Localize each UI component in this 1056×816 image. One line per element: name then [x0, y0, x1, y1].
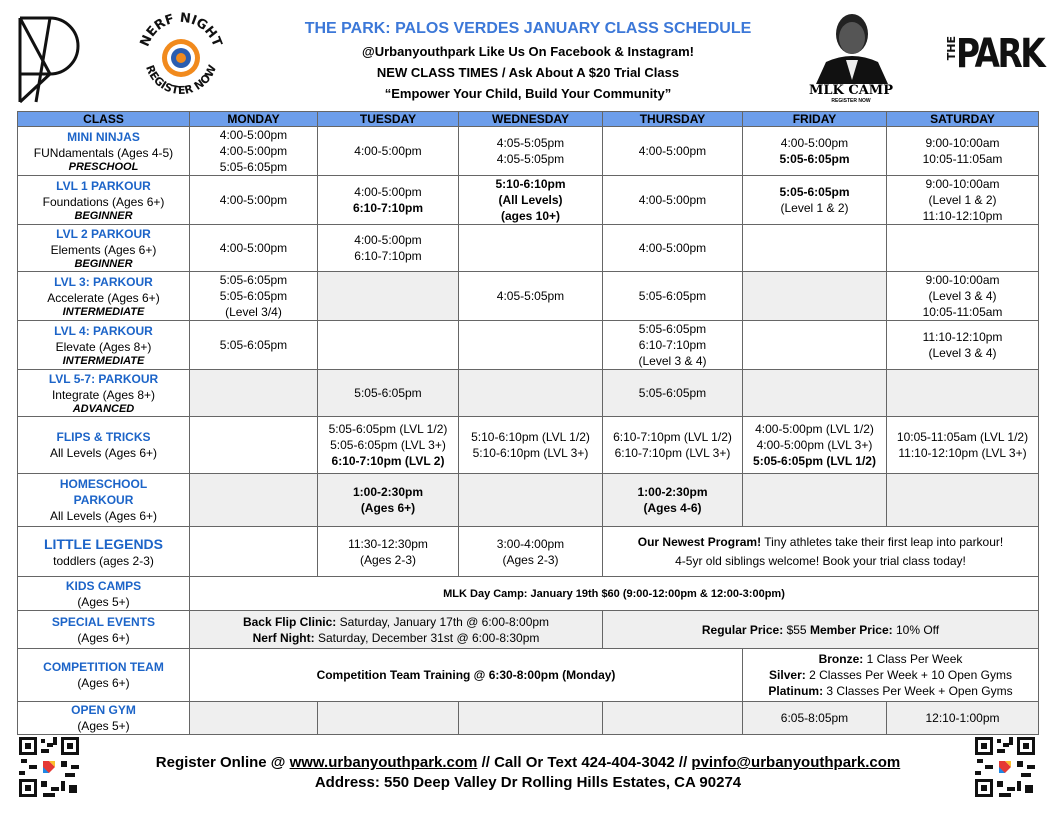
time: 5:05-6:05pm	[219, 289, 288, 303]
price-label: Regular Price:	[701, 622, 784, 637]
schedule-cell-empty	[887, 474, 1039, 527]
schedule-cell	[459, 417, 603, 474]
schedule-cell-empty	[743, 272, 887, 321]
schedule-cell: 6:05-8:05pm	[743, 702, 887, 735]
schedule-cell	[459, 176, 603, 225]
time: 5:10-6:10pm	[495, 177, 566, 191]
time: 4:00-5:00pm	[219, 144, 288, 158]
class-cell	[18, 527, 190, 577]
schedule-cell	[318, 176, 459, 225]
class-sub: Accelerate (Ages 6+)	[47, 290, 160, 305]
time: 9:00-10:00am	[925, 136, 1000, 150]
class-sub: (Ages 5+)	[77, 594, 130, 609]
time: 4:05-5:05pm	[496, 152, 565, 166]
schedule-cell-empty	[743, 225, 887, 272]
email-link[interactable]: pvinfo@urbanyouthpark.com	[691, 754, 901, 771]
table-row	[18, 176, 1039, 225]
time: 5:05-6:05pm (LVL 1/2)	[328, 422, 448, 436]
schedule-cell-empty	[318, 272, 459, 321]
slogan-line: “Empower Your Child, Build Your Community”	[384, 86, 672, 101]
class-schedule-table	[17, 111, 1039, 735]
schedule-cell	[459, 527, 603, 577]
new-times-line: NEW CLASS TIMES / Ask About A $20 Trial Class	[376, 65, 680, 80]
schedule-cell-empty	[190, 527, 318, 577]
comp-info-cell: Competition Team Training @ 6:30-8:00pm (Monday)	[190, 649, 743, 702]
portrait-icon	[806, 10, 896, 84]
footer-contact-line	[0, 754, 1056, 771]
schedule-cell-empty	[743, 370, 887, 417]
time: 4:05-5:05pm	[496, 136, 565, 150]
time: 1:00-2:30pm	[637, 485, 708, 499]
schedule-cell-empty	[743, 321, 887, 370]
schedule-cell-empty	[459, 474, 603, 527]
class-name: KIDS CAMPS	[65, 578, 142, 593]
schedule-cell: 12:10-1:00pm	[887, 702, 1039, 735]
event-text: Saturday, December 31st @ 6:00-8:30pm	[317, 630, 540, 645]
schedule-cell	[603, 321, 743, 370]
schedule-cell-empty	[459, 321, 603, 370]
call-text: // Call Or Text 424-404-3042 //	[481, 754, 688, 771]
col-header-saturday: SATURDAY	[887, 112, 1039, 127]
time: 4:00-5:00pm	[354, 185, 422, 199]
table-row	[18, 370, 1039, 417]
note: (Level 3/4)	[225, 305, 282, 319]
schedule-cell	[603, 474, 743, 527]
class-name: FLIPS & TRICKS	[56, 430, 151, 444]
class-level: BEGINNER	[74, 209, 133, 222]
schedule-cell: 4:00-5:00pm	[603, 176, 743, 225]
time: 4:00-5:00pm	[219, 128, 288, 142]
the-park-logo	[945, 28, 1044, 88]
promo-text-1: Tiny athletes take their first leap into parkour!	[764, 534, 1004, 549]
member-label: Member Price:	[809, 622, 893, 637]
class-sub: (Ages 6+)	[77, 676, 130, 690]
schedule-cell: 5:05-6:05pm	[318, 370, 459, 417]
footer-address: Address: 550 Deep Valley Dr Rolling Hills Estates, CA 90274	[314, 774, 742, 791]
class-cell	[18, 702, 190, 735]
time: 5:10-6:10pm (LVL 3+)	[472, 446, 589, 460]
time: 5:05-6:05pm (LVL 1/2)	[753, 454, 876, 468]
event-text: Saturday, January 17th @ 6:00-8:00pm	[339, 614, 550, 629]
schedule-cell: 4:00-5:00pm	[190, 176, 318, 225]
page-title: THE PARK: PALOS VERDES JANUARY CLASS SCHEDULE	[304, 20, 752, 37]
schedule-cell: 4:00-5:00pm	[603, 127, 743, 176]
promo-cell	[603, 527, 1039, 577]
time: 11:10-12:10pm (LVL 3+)	[898, 446, 1027, 460]
schedule-cell-empty	[190, 702, 318, 735]
tier-label: Silver:	[769, 668, 806, 682]
schedule-cell: 4:00-5:00pm	[318, 127, 459, 176]
event-label: Nerf Night:	[252, 630, 315, 645]
class-cell	[18, 577, 190, 611]
schedule-cell-empty	[190, 417, 318, 474]
time: 9:00-10:00am	[925, 273, 1000, 287]
table-row	[18, 527, 1039, 577]
class-name: LVL 4: PARKOUR	[54, 323, 153, 338]
nerf-logo-bottom-text: REGISTER NOW	[143, 62, 220, 98]
time: 5:05-6:05pm	[779, 152, 850, 166]
schedule-cell	[887, 176, 1039, 225]
class-name: OPEN GYM	[71, 703, 136, 717]
class-sub: toddlers (ages 2-3)	[53, 553, 154, 568]
schedule-cell: 5:05-6:05pm	[190, 321, 318, 370]
park-logo-park: PARK	[956, 31, 1044, 77]
schedule-cell-empty	[887, 225, 1039, 272]
table-row	[18, 272, 1039, 321]
class-level: BEGINNER	[74, 257, 133, 270]
class-name: LVL 2 PARKOUR	[56, 226, 151, 241]
col-header-class: CLASS	[18, 112, 190, 127]
time: 1:00-2:30pm	[352, 485, 424, 499]
class-level: INTERMEDIATE	[62, 354, 145, 367]
mlk-logo-sub: REGISTER NOW	[831, 98, 871, 104]
schedule-cell	[603, 417, 743, 474]
note: (All Levels)	[498, 193, 563, 207]
class-name: LITTLE LEGENDS	[44, 535, 163, 552]
nerf-logo-top-text: NERF NIGHT	[137, 10, 225, 49]
schedule-cell-empty	[603, 702, 743, 735]
time: 11:30-12:30pm	[348, 536, 428, 551]
schedule-cell: 5:05-6:05pm	[603, 370, 743, 417]
class-level: INTERMEDIATE	[62, 305, 145, 318]
time: 5:05-6:05pm	[219, 273, 288, 287]
schedule-cell	[743, 127, 887, 176]
schedule-cell-empty	[887, 370, 1039, 417]
time: 5:05-6:05pm	[638, 322, 707, 336]
schedule-cell	[887, 127, 1039, 176]
class-cell	[18, 370, 190, 417]
class-level: ADVANCED	[72, 402, 135, 415]
table-row	[18, 417, 1039, 474]
time: 11:10-12:10pm	[922, 330, 1003, 344]
class-sub: All Levels (Ages 6+)	[49, 446, 158, 460]
website-link[interactable]: www.urbanyouthpark.com	[289, 754, 478, 771]
time: 10:05-11:05am	[922, 305, 1003, 319]
schedule-cell-empty	[318, 702, 459, 735]
schedule-cell	[318, 527, 459, 577]
class-name: MINI NINJAS	[67, 129, 140, 144]
note: (Ages 2-3)	[359, 552, 417, 567]
schedule-cell-empty	[190, 370, 318, 417]
class-cell	[18, 225, 190, 272]
time: 6:10-7:10pm (LVL 2)	[331, 454, 445, 468]
schedule-cell: 4:00-5:00pm	[190, 225, 318, 272]
table-row	[18, 577, 1039, 611]
schedule-cell	[743, 176, 887, 225]
note: (Ages 6+)	[360, 501, 416, 515]
note: (Ages 2-3)	[502, 552, 559, 567]
note: (ages 10+)	[500, 209, 561, 223]
mlk-logo-title: MLK CAMP	[809, 83, 893, 98]
class-sub: FUNdamentals (Ages 4-5)	[33, 145, 174, 160]
note: (Level 3 & 4)	[928, 289, 997, 303]
col-header-monday: MONDAY	[190, 112, 318, 127]
comp-tiers-cell	[743, 649, 1039, 702]
price-value: $55	[786, 622, 807, 637]
class-cell	[18, 474, 190, 527]
time: 6:10-7:10pm	[638, 338, 707, 352]
class-cell	[18, 649, 190, 702]
table-row	[18, 649, 1039, 702]
col-header-tuesday: TUESDAY	[318, 112, 459, 127]
class-sub: Foundations (Ages 6+)	[42, 194, 165, 209]
promo-bold: Our Newest Program!	[637, 534, 762, 549]
tier-label: Platinum:	[768, 684, 824, 698]
time: 11:10-12:10pm	[922, 209, 1003, 223]
class-level: PRESCHOOL	[68, 160, 139, 173]
tier-text: 2 Classes Per Week + 10 Open Gyms	[809, 668, 1012, 682]
schedule-cell: 4:05-5:05pm	[459, 272, 603, 321]
park-logo-the: THE	[945, 36, 958, 61]
note: (Level 1 & 2)	[928, 193, 997, 207]
class-sub: Elevate (Ages 8+)	[55, 339, 152, 354]
time: 10:05-11:05am (LVL 1/2)	[896, 430, 1029, 444]
time: 5:10-6:10pm (LVL 1/2)	[471, 430, 590, 444]
class-name: COMPETITION TEAM	[43, 660, 164, 674]
time: 4:00-5:00pm (LVL 1/2)	[755, 422, 874, 436]
page-header	[0, 0, 1056, 110]
class-name-2: PARKOUR	[73, 493, 134, 507]
social-line: @Urbanyouthpark Like Us On Facebook & Instagram!	[362, 44, 694, 59]
time: 6:10-7:10pm	[354, 249, 422, 263]
member-value: 10% Off	[896, 622, 940, 637]
schedule-cell	[743, 417, 887, 474]
schedule-cell-empty	[743, 474, 887, 527]
schedule-cell-empty	[190, 474, 318, 527]
table-row	[18, 321, 1039, 370]
time: 4:00-5:00pm	[780, 136, 849, 150]
class-cell	[18, 611, 190, 649]
tier-label: Bronze:	[818, 652, 864, 666]
mlk-camp-logo	[806, 10, 896, 106]
class-name: LVL 5-7: PARKOUR	[48, 371, 159, 386]
time: 4:00-5:00pm	[354, 233, 422, 247]
promo-text-2: 4-5yr old siblings welcome! Book your trial class today!	[675, 553, 966, 568]
col-header-friday: FRIDAY	[743, 112, 887, 127]
event-label: Back Flip Clinic:	[242, 614, 337, 629]
col-header-thursday: THURSDAY	[603, 112, 743, 127]
schedule-cell-empty	[318, 321, 459, 370]
class-sub: (Ages 6+)	[77, 630, 130, 645]
tier-text: 3 Classes Per Week + Open Gyms	[826, 684, 1013, 698]
schedule-cell	[318, 417, 459, 474]
time: 5:05-6:05pm	[779, 185, 850, 199]
table-row	[18, 474, 1039, 527]
class-sub: Integrate (Ages 8+)	[51, 387, 156, 402]
time: 3:00-4:00pm	[496, 536, 565, 551]
class-sub: All Levels (Ages 6+)	[49, 509, 158, 523]
events-cell	[190, 611, 603, 649]
schedule-cell-empty	[459, 225, 603, 272]
class-cell	[18, 127, 190, 176]
register-label: Register Online @	[155, 754, 286, 771]
time: 5:05-6:05pm (LVL 3+)	[330, 438, 446, 452]
schedule-cell	[190, 272, 318, 321]
schedule-cell: 4:00-5:00pm	[603, 225, 743, 272]
class-sub: Elements (Ages 6+)	[50, 242, 157, 257]
class-cell	[18, 272, 190, 321]
pricing-cell	[603, 611, 1039, 649]
note: (Level 3 & 4)	[638, 354, 707, 368]
tier-text: 1 Class Per Week	[866, 652, 963, 666]
schedule-cell: 5:05-6:05pm	[603, 272, 743, 321]
schedule-cell	[318, 225, 459, 272]
class-name: SPECIAL EVENTS	[51, 614, 156, 629]
class-cell	[18, 321, 190, 370]
class-name: HOMESCHOOL	[59, 477, 148, 491]
time: 6:10-7:10pm	[352, 201, 424, 215]
note: (Level 3 & 4)	[928, 346, 997, 360]
class-cell	[18, 176, 190, 225]
time: 6:10-7:10pm (LVL 1/2)	[613, 430, 732, 444]
class-name: LVL 1 PARKOUR	[56, 178, 151, 193]
note: (Ages 4-6)	[643, 501, 702, 515]
class-cell	[18, 417, 190, 474]
schedule-cell	[318, 474, 459, 527]
note: (Level 1 & 2)	[780, 201, 849, 215]
schedule-cell	[887, 417, 1039, 474]
time: 9:00-10:00am	[925, 177, 1000, 191]
time: 10:05-11:05am	[922, 152, 1003, 166]
schedule-cell	[887, 321, 1039, 370]
time: 4:00-5:00pm (LVL 3+)	[756, 438, 873, 452]
table-row	[18, 127, 1039, 176]
time: 5:05-6:05pm	[219, 160, 288, 174]
time: 6:10-7:10pm (LVL 3+)	[614, 446, 731, 460]
col-header-wednesday: WEDNESDAY	[459, 112, 603, 127]
schedule-cell	[459, 127, 603, 176]
table-row	[18, 225, 1039, 272]
schedule-cell	[190, 127, 318, 176]
camp-info-cell: MLK Day Camp: January 19th $60 (9:00-12:00pm & 12:00-3:00pm)	[190, 577, 1039, 611]
table-row	[18, 702, 1039, 735]
schedule-cell	[887, 272, 1039, 321]
table-row	[18, 611, 1039, 649]
schedule-cell-empty	[459, 370, 603, 417]
class-sub: (Ages 5+)	[77, 719, 130, 733]
schedule-cell-empty	[459, 702, 603, 735]
class-name: LVL 3: PARKOUR	[54, 274, 153, 289]
table-header-row	[18, 112, 1039, 127]
